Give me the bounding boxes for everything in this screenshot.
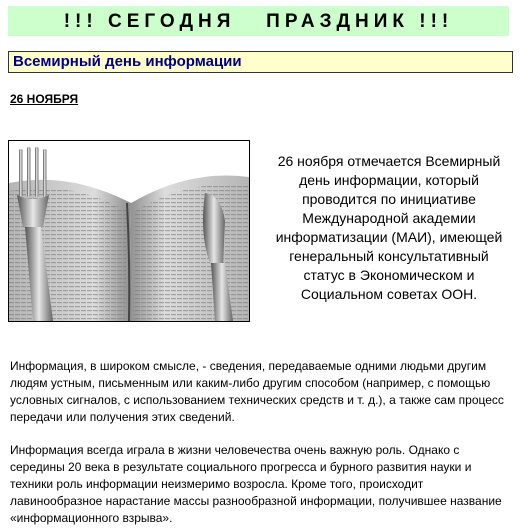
holiday-date: 26 НОЯБРЯ — [10, 92, 79, 106]
photo-illustration — [9, 141, 249, 321]
book-fork-knife-photo — [8, 140, 250, 322]
holiday-banner: !!! СЕГОДНЯ ПРАЗДНИК !!! — [8, 6, 509, 36]
holiday-lead-text: 26 ноября отмечается Всемирный день информации, который проводится по инициативе Международной академии информатизации (МАИ), имеющей генеральный консультативный статус в Экономическом и Социальном советах ООН. — [275, 153, 503, 302]
holiday-title: Всемирный день информации — [13, 53, 242, 70]
holiday-title-box — [8, 51, 513, 73]
info-paragraph-role: Информация всегда играла в жизни человечества очень важную роль. Однако с середины 20 века в результате социального прогресса и бурного развития науки и техники роль информации неизмеримо возросла. Кроме того, происходит лавинообразное нарастание массы разнообразной информации, получившее название «информационного взрыва». — [10, 443, 502, 525]
info-paragraph-definition: Информация, в широком смысле, - сведения, передаваемые одними людьми другим людям устным, письменным или каким-либо другим способом (например, с помощью условных сигналов, с использованием технических средств и т. д.), а также сам процесс передачи или получения этих сведений. — [10, 359, 504, 424]
